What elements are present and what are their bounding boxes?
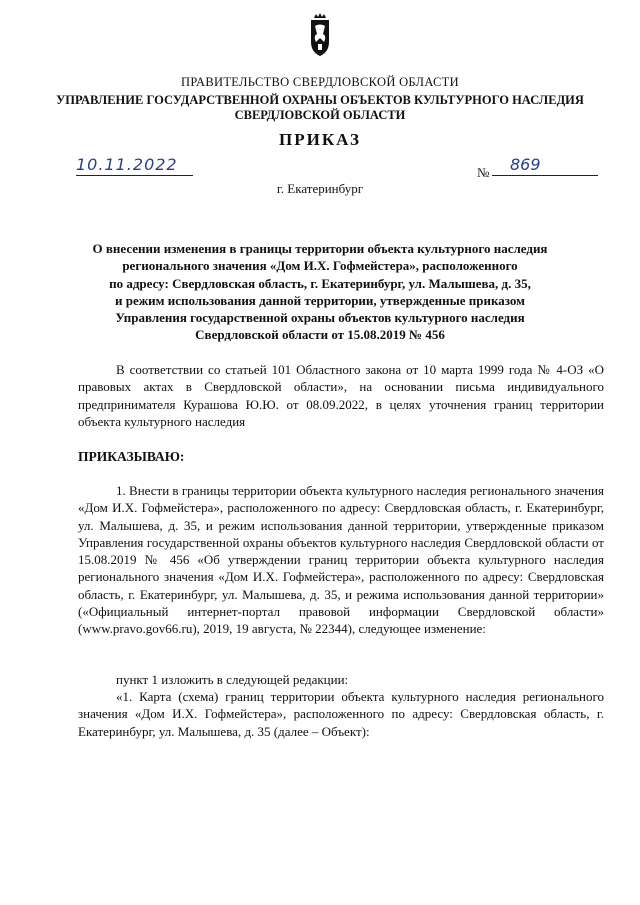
title-line: регионального значения «Дом И.Х. Гофмейстера», расположенного bbox=[122, 258, 518, 274]
title-line: Свердловской области от 15.08.2019 № 456 bbox=[195, 327, 445, 343]
coat-of-arms-icon bbox=[305, 12, 335, 58]
title-line: О внесении изменения в границы территории объекта культурного наследия bbox=[92, 241, 548, 256]
order-title bbox=[0, 240, 640, 344]
number-field bbox=[492, 157, 598, 176]
subitem-paragraph: пункт 1 изложить в следующей редакции: bbox=[116, 672, 349, 687]
title-line: и режим использования данной территории, утвержденные приказом bbox=[114, 292, 526, 308]
city: г. Екатеринбург bbox=[276, 181, 364, 196]
quoted-paragraph: «1. Карта (схема) границ территории объекта культурного наследия регионального значения «Дом И.Х. Гофмейстера», расположенного по адресу: Свердловская область, г. Екатеринбург, ул. Малышева, д. 35 (далее – Объект): bbox=[78, 689, 604, 739]
preamble-paragraph: В соответствии со статьей 101 Областного закона от 10 марта 1999 года № 4-ОЗ «О правовых актах в Свердловской области», на основании письма индивидуального предпринимателя Курашова Ю.Ю. от 08.09.2022, в целях уточнения границ территории объекта культурного наследия bbox=[78, 362, 604, 429]
department-line: УПРАВЛЕНИЕ ГОСУДАРСТВЕННОЙ ОХРАНЫ ОБЪЕКТОВ КУЛЬТУРНОГО НАСЛЕДИЯ bbox=[56, 93, 584, 107]
title-line: Управления государственной охраны объектов культурного наследия bbox=[115, 310, 525, 326]
handwritten-date: 10.11.2022 bbox=[76, 155, 178, 174]
title-line: по адресу: Свердловская область, г. Екатеринбург, ул. Малышева, д. 35, bbox=[109, 275, 531, 291]
item-1-paragraph: 1. Внести в границы территории объекта культурного наследия регионального значения «Дом И.Х. Гофмейстера», расположенного по адресу: Свердловская область, г. Екатеринбург, ул. Малышева, д. 35, и режим использования данной территории, утвержденные приказом Управления государственной охраны объектов культурного наследия Свердловской области от 15.08.2019 № 456 «Об утверждении границ территории объекта культурного наследия регионального значения «Дом И.Х. Гофмейстера», расположенного по адресу: Свердловская область, г. Екатеринбург, ул. Малышева, д. 35, и режима использования данной территории» («Официальный интернет-портал правовой информации Свердловской области» (www.pravo.gov66.ru), 2019, 19 августа, № 22344), следующее изменение: bbox=[78, 483, 604, 637]
department-line: СВЕРДЛОВСКОЙ ОБЛАСТИ bbox=[234, 108, 406, 122]
department-name bbox=[0, 93, 640, 123]
government-name: ПРАВИТЕЛЬСТВО СВЕРДЛОВСКОЙ ОБЛАСТИ bbox=[181, 75, 459, 89]
document-type: ПРИКАЗ bbox=[279, 130, 361, 149]
handwritten-number: 869 bbox=[510, 155, 541, 174]
orders-heading: ПРИКАЗЫВАЮ: bbox=[78, 449, 185, 464]
date-field bbox=[76, 155, 193, 176]
number-label: № bbox=[477, 165, 490, 180]
